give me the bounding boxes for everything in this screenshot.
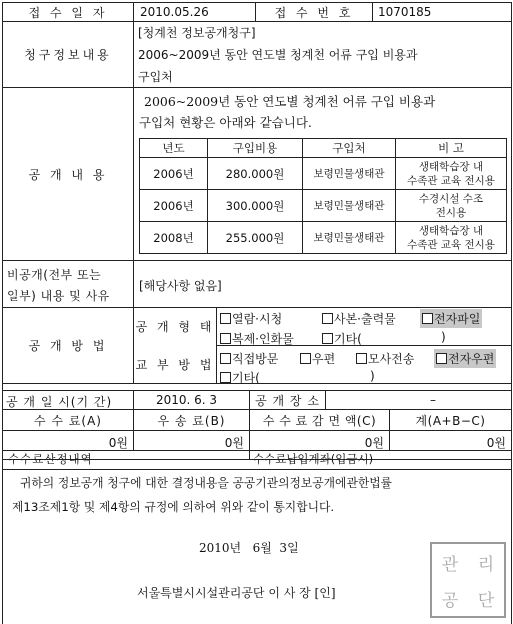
table-row (140, 222, 507, 254)
column-header-note: 비 고 (396, 139, 507, 158)
cell-year: 2006년 (140, 190, 208, 222)
notice-line-2: 제13조제1항 및 제4항의 규정에 의하여 위와 같이 통지합니다. (12, 500, 335, 514)
nondisclosure-value: [해당사항 없음] (139, 279, 222, 293)
request-line-3: 구입처 (138, 70, 173, 84)
receipt-date-label: 접 수 일 자 (28, 5, 108, 20)
nondisclosure-label-line-1: 비공개(전부 또는 (7, 268, 102, 282)
receipt-date-value: 2010.05.26 (140, 5, 209, 19)
notice-line-1: 귀하의 정보공개 청구에 대한 결정내용을 공공기관의정보공개에관한법률 (20, 476, 393, 490)
cell-note: 수경시설 수조 전시용 (396, 190, 507, 222)
form-other-close-paren: ) (441, 330, 446, 344)
purchase-table (139, 138, 507, 254)
fee-header-b: 우 송 료(B) (157, 413, 226, 428)
column-header-vendor: 구입처 (303, 139, 396, 158)
disclosure-form-label: 공 개 형 태 (135, 320, 215, 334)
cell-note: 생태학습장 내 수족관 교육 전시용 (396, 158, 507, 190)
fee-header-c: 수 수 료 감 면 액(C) (262, 413, 377, 428)
option-electronic-file[interactable]: 전자파일 (420, 309, 482, 328)
cell-note: 생태학습장 내 수족관 교육 전시용 (396, 222, 507, 254)
option-mail[interactable]: 우편 (300, 350, 335, 367)
nondisclosure-label-line-2: 일부) 내용 및 사유 (7, 289, 110, 303)
cell-cost: 300.000원 (208, 190, 303, 222)
option-duplicate[interactable]: 복제·인화물 (220, 330, 294, 347)
cell-year: 2008년 (140, 222, 208, 254)
seal-char: 리 (477, 554, 495, 575)
fee-value-total: 0원 (486, 436, 506, 450)
fee-value-b: 0원 (224, 436, 244, 450)
receipt-number-label: 접 수 번 호 (274, 5, 354, 20)
fee-account-label: 수수료납입계좌(입금시) (253, 452, 374, 466)
table-row (140, 158, 507, 190)
delivery-method-label: 교 부 방 법 (135, 358, 215, 372)
disclosure-intro-line-2: 구입처 현황은 아래와 같습니다. (139, 115, 312, 130)
cell-vendor: 보령민물생태관 (303, 190, 396, 222)
receipt-number-value: 1070185 (378, 5, 432, 19)
issuer-name: 서울특별시시설관리공단 이 사 장 [인] (137, 586, 336, 600)
fee-header-total: 계(A+B−C) (415, 413, 486, 428)
fee-calculation-label: 수수료산정내역 (8, 452, 93, 466)
fee-header-a: 수 수 료(A) (34, 413, 102, 428)
disclosure-content-label: 공 개 내 용 (28, 167, 108, 182)
checkbox-visit[interactable] (220, 353, 231, 364)
option-form-other[interactable]: 기타( (322, 330, 362, 347)
cell-cost: 280.000원 (208, 158, 303, 190)
seal-char: 공 (441, 590, 459, 611)
checkbox-electronic-file[interactable] (422, 313, 433, 324)
disclosure-date-value: 2010. 6. 3 (156, 393, 218, 407)
checkbox-duplicate[interactable] (220, 333, 231, 344)
cell-year: 2006년 (140, 158, 208, 190)
request-info-label: 청구정보내용 (24, 48, 112, 62)
disclosure-place-label: 공 개 장 소 (255, 393, 320, 408)
option-fax[interactable]: 모사전송 (356, 350, 414, 367)
option-email[interactable]: 전자우편 (434, 349, 496, 368)
seal-char: 관 (441, 554, 459, 575)
seal-char: 단 (477, 590, 495, 611)
checkbox-mail[interactable] (300, 353, 311, 364)
cell-cost: 255.000원 (208, 222, 303, 254)
notice-date: 2010년 6월 3일 (199, 541, 299, 555)
disclosure-intro-line-1: 2006~2009년 동안 연도별 청계천 어류 구입 비용과 (144, 94, 436, 109)
column-header-cost: 구입비용 (208, 139, 303, 158)
cell-vendor: 보령민물생태관 (303, 158, 396, 190)
option-visit[interactable]: 직접방문 (220, 350, 278, 367)
checkbox-copy-print[interactable] (322, 313, 333, 324)
option-delivery-other[interactable]: 기타( (220, 369, 260, 386)
table-header-row (140, 139, 507, 158)
disclosure-method-label: 공 개 방 법 (28, 339, 108, 353)
official-seal (430, 542, 506, 618)
cell-vendor: 보령민물생태관 (303, 222, 396, 254)
option-view[interactable]: 열람·시청 (220, 310, 282, 327)
checkbox-form-other[interactable] (322, 333, 333, 344)
request-line-2: 2006~2009년 동안 연도별 청계천 어류 구입 비용과 (138, 48, 418, 62)
option-copy-print[interactable]: 사본·출력물 (322, 310, 396, 327)
disclosure-date-label: 공 개 일 시(기 간) (6, 395, 113, 409)
checkbox-fax[interactable] (356, 353, 367, 364)
table-row (140, 190, 507, 222)
checkbox-view[interactable] (220, 313, 231, 324)
disclosure-place-value: – (430, 393, 436, 407)
checkbox-email[interactable] (436, 353, 447, 364)
request-line-1: [청계천 정보공개청구] (138, 26, 256, 40)
checkbox-delivery-other[interactable] (220, 372, 231, 383)
fee-value-c: 0원 (364, 436, 384, 450)
delivery-other-close-paren: ) (370, 369, 375, 383)
column-header-year: 년도 (140, 139, 208, 158)
fee-value-a: 0원 (108, 436, 128, 450)
